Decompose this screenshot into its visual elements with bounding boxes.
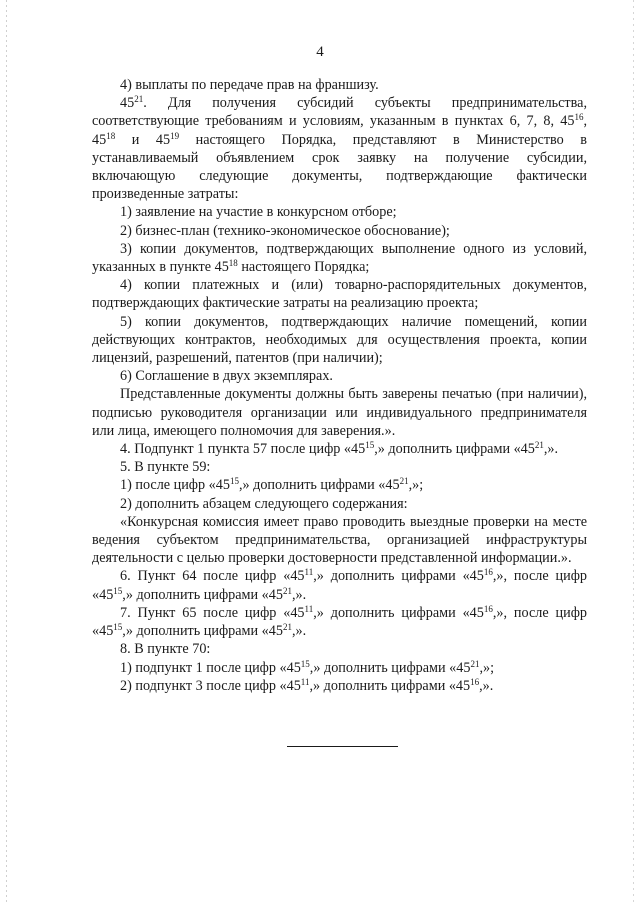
paragraph-text: ,» дополнить цифрами «45 <box>313 568 484 585</box>
paragraph <box>92 385 587 440</box>
paragraph-text: 4. Подпункт 1 пункта 57 после цифр «45 <box>120 441 366 458</box>
paragraph-text: ,» дополнить цифрами «45 <box>238 477 400 494</box>
paragraph <box>92 567 587 603</box>
superscript-index: 19 <box>170 130 180 141</box>
paragraph-text: ,». <box>479 677 494 694</box>
superscript-index: 15 <box>229 476 239 487</box>
superscript-index: 16 <box>574 112 584 123</box>
paragraph-text: 5) копии документов, подтверждающих наличие помещений, копии действующих контрактов, необходимых для осуществления проекта, копии лицензий, разрешений, патентов (при наличии); <box>92 313 587 367</box>
superscript-index: 21 <box>534 440 544 451</box>
paragraph-text: ,» дополнить цифрами «45 <box>313 604 484 621</box>
superscript-index: 15 <box>113 622 123 633</box>
superscript-index: 21 <box>399 476 409 487</box>
paragraph-text: «Конкурсная комиссия имеет право проводить выездные проверки на месте ведения субъектом предпринимательства, организацией инфраструктуры деятельности с целью проверки достоверности представленной информации.». <box>92 513 587 567</box>
paragraph <box>92 659 587 677</box>
paragraph <box>92 222 587 240</box>
paragraph-text: 2) дополнить абзацем следующего содержания: <box>120 495 408 512</box>
paragraph-text: 3) копии документов, подтверждающих выполнение одного из условий, указанных в пункте 45 <box>92 240 587 276</box>
paragraph-text: ,», после цифр «45 <box>92 604 587 640</box>
paragraph-text: 7. Пункт 65 после цифр «45 <box>120 604 305 621</box>
paragraph-text: ,», после цифр «45 <box>92 568 587 603</box>
superscript-index: 16 <box>483 567 493 578</box>
paragraph-text: 1) после цифр «45 <box>120 477 230 494</box>
superscript-index: 11 <box>300 676 310 687</box>
page-edge-left <box>6 0 7 905</box>
paragraph <box>92 203 587 221</box>
document-body <box>92 76 587 695</box>
paragraph-text: 8. В пункте 70: <box>120 641 211 658</box>
paragraph-text: ,». <box>291 586 307 603</box>
paragraph-text: ,»; <box>479 659 495 676</box>
paragraph <box>92 640 587 658</box>
paragraph-text: настоящего Порядка, представляют в Министерство в устанавливаемый объявлением срок заявку на получение субсидии, включающую следующие документы, подтверждающие фактически произведенные затраты: <box>92 131 587 203</box>
paragraph <box>92 240 587 276</box>
superscript-index: 21 <box>282 585 292 596</box>
paragraph-text: 6. Пункт 64 после цифр «45 <box>120 568 305 585</box>
paragraph-text: 4) копии платежных и (или) товарно-распорядительных документов, подтверждающих фактические затраты на реализацию проекта; <box>92 277 587 312</box>
paragraph-text: ,». <box>291 623 307 640</box>
superscript-index: 15 <box>365 440 375 451</box>
paragraph <box>92 276 587 312</box>
superscript-index: 15 <box>300 658 310 669</box>
paragraph <box>92 313 587 368</box>
end-of-text-divider <box>287 746 398 747</box>
paragraph <box>92 677 587 695</box>
paragraph-text: 2) бизнес-план (технико-экономическое обоснование); <box>120 222 450 239</box>
paragraph-text: . Для получения субсидий субъекты предпринимательства, соответствующие требованиям и условиям, указанным в пунктах 6, 7, 8, 45 <box>92 95 587 130</box>
paragraph-text: ,». <box>543 441 559 458</box>
page-edge-right <box>633 0 634 905</box>
paragraph <box>92 476 587 494</box>
paragraph-text: 2) подпункт 3 после цифр «45 <box>120 677 301 694</box>
paragraph-text: ,» дополнить цифрами «45 <box>374 441 535 458</box>
paragraph-text: настоящего Порядка; <box>237 259 370 276</box>
paragraph-text: , 45 <box>92 113 587 148</box>
paragraph <box>92 495 587 513</box>
paragraph-text: ,» дополнить цифрами «45 <box>122 586 283 603</box>
superscript-index: 15 <box>113 585 123 596</box>
superscript-index: 18 <box>106 130 116 141</box>
paragraph <box>92 367 587 385</box>
paragraph <box>92 458 587 476</box>
paragraph-text: ,»; <box>408 477 424 494</box>
superscript-index: 11 <box>304 603 314 614</box>
paragraph <box>92 94 587 203</box>
superscript-index: 21 <box>282 622 292 633</box>
paragraph <box>92 440 587 458</box>
superscript-index: 18 <box>228 258 238 269</box>
paragraph-text: 1) подпункт 1 после цифр «45 <box>120 659 301 676</box>
paragraph-text: 5. В пункте 59: <box>120 459 211 476</box>
paragraph-text: ,» дополнить цифрами «45 <box>122 623 283 640</box>
paragraph <box>92 513 587 568</box>
superscript-index: 11 <box>304 567 314 578</box>
superscript-index: 16 <box>483 603 493 614</box>
paragraph-text: 1) заявление на участие в конкурсном отборе; <box>120 204 397 221</box>
paragraph-text: ,» дополнить цифрами «45 <box>309 659 471 676</box>
paragraph-text: 4) выплаты по передаче прав на франшизу. <box>120 77 379 93</box>
paragraph-text: Представленные документы должны быть заверены печатью (при наличии), подписью руководителя организации или индивидуального предпринимателя или лица, имеющего полномочия для заверения.». <box>92 386 587 439</box>
paragraph-text: ,» дополнить цифрами «45 <box>309 677 471 694</box>
paragraph <box>92 604 587 640</box>
paragraph <box>92 76 587 94</box>
superscript-index: 21 <box>134 94 144 105</box>
paragraph-text: 45 <box>120 95 135 112</box>
page-number: 4 <box>316 44 324 60</box>
superscript-index: 16 <box>470 676 480 687</box>
paragraph-text: 6) Соглашение в двух экземплярах. <box>120 368 333 385</box>
superscript-index: 21 <box>470 658 480 669</box>
paragraph-text: и 45 <box>115 131 171 148</box>
